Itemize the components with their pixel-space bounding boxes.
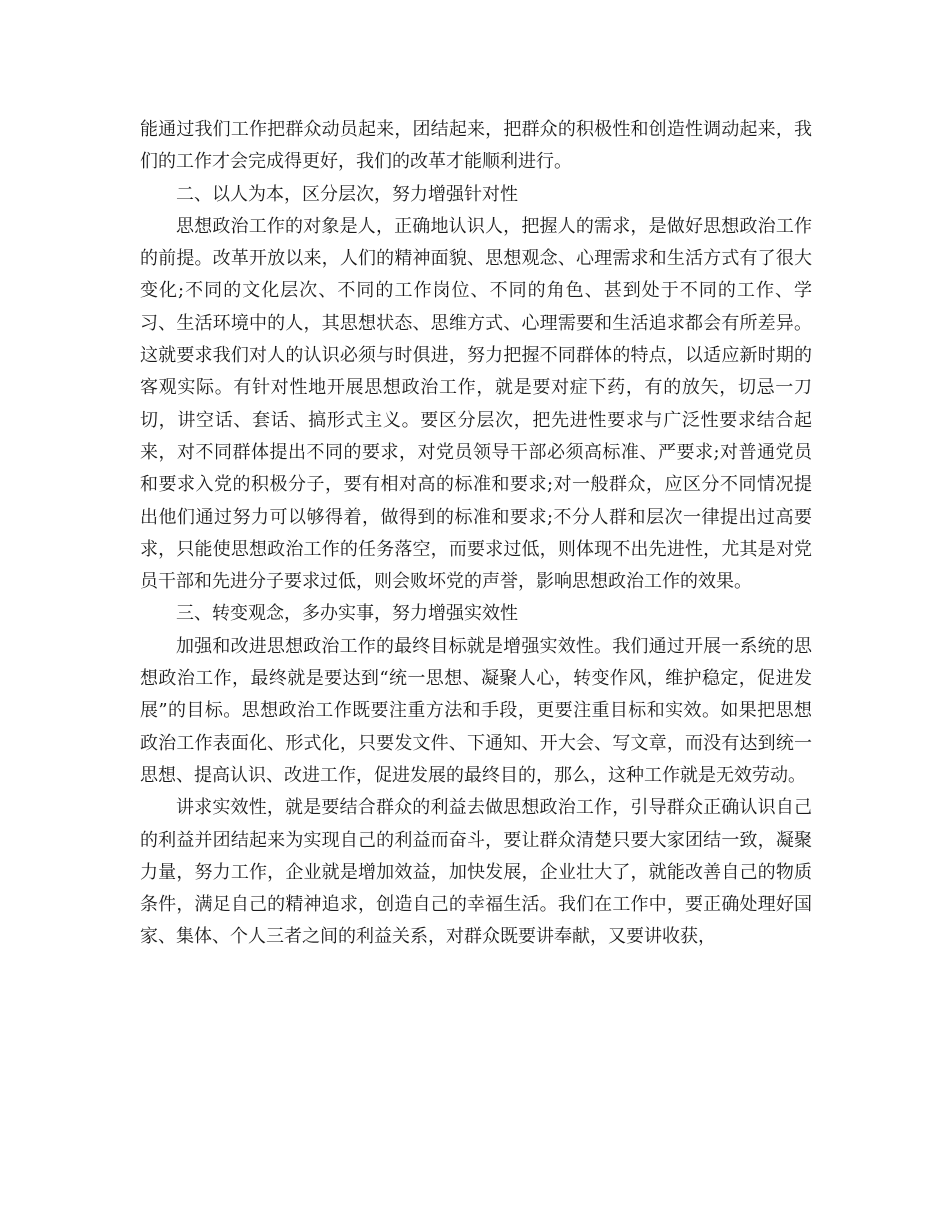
paragraph-section-2-body: 思想政治工作的对象是人，正确地认识人，把握人的需求，是做好思想政治工作的前提。改革开放以来，人们的精神面貌、思想观念、心理需求和生活方式有了很大变化;不同的文化层次、不同的工作岗位、不同的角色、甚到处于不同的工作、学习、生活环境中的人，其思想状态、思维方式、心理需要和生活追求都会有所差异。这就要求我们对人的认识必须与时俱进，努力把握不同群体的特点，以适应新时期的客观实际。有针对性地开展思想政治工作，就是要对症下药，有的放矢，切忌一刀切，讲空话、套话、搞形式主义。要区分层次，把先进性要求与广泛性要求结合起来，对不同群体提出不同的要求，对党员领导干部必须高标准、严要求;对普通党员和要求入党的积极分子，要有相对高的标准和要求;对一般群众，应区分不同情况提出他们通过努力可以够得着，做得到的标准和要求;不分人群和层次一律提出过高要求，只能使思想政治工作的任务落空，而要求过低，则体现不出先进性，尤其是对党员干部和先进分子要求过低，则会败坏党的声誉，影响思想政治工作的效果。 — [140, 215, 812, 593]
paragraph-continuation: 能通过我们工作把群众动员起来，团结起来，把群众的积极性和创造性调动起来，我们的工作才会完成得更好，我们的改革才能顺利进行。 — [140, 119, 812, 173]
document-page — [140, 114, 812, 954]
section-heading-3: 三、转变观念，多办实事，努力增强实效性 — [176, 603, 518, 625]
paragraph-section-3-body-2: 讲求实效性，就是要结合群众的利益去做思想政治工作，引导群众正确认识自己的利益并团结起来为实现自己的利益而奋斗，要让群众清楚只要大家团结一致，凝聚力量，努力工作，企业就是增加效益，加快发展，企业壮大了，就能改善自己的物质条件，满足自己的精神追求，创造自己的幸福生活。我们在工作中，要正确处理好国家、集体、个人三者之间的利益关系，对群众既要讲奉献，又要讲收获， — [140, 797, 812, 948]
paragraph-section-3-body: 加强和改进思想政治工作的最终目标就是增强实效性。我们通过开展一系统的思想政治工作，最终就是要达到“统一思想、凝聚人心，转变作风，维护稳定，促进发展”的目标。思想政治工作既要注重方法和手段，更要注重目标和实效。如果把思想政治工作表面化、形式化，只要发文件、下通知、开大会、写文章，而没有达到统一思想、提高认识、改进工作，促进发展的最终目的，那么，这种工作就是无效劳动。 — [140, 635, 812, 786]
section-heading-2: 二、以人为本，区分层次，努力增强针对性 — [176, 183, 518, 205]
